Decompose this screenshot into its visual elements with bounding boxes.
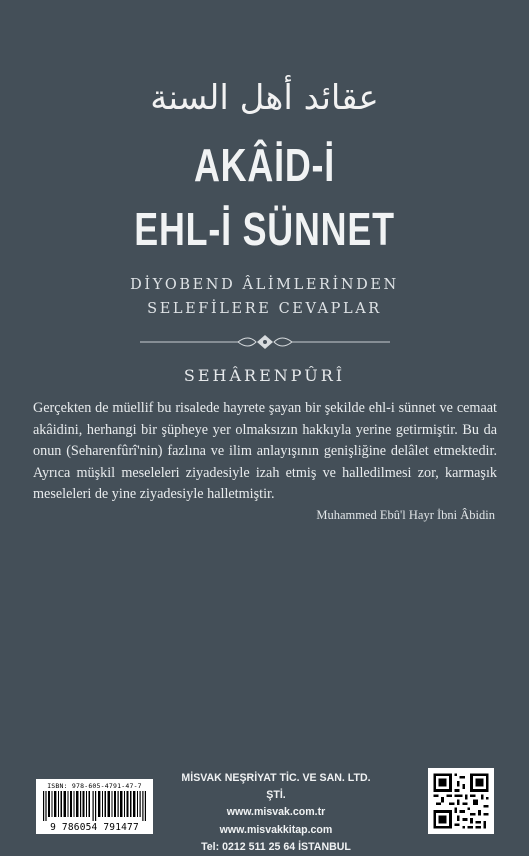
isbn-label: ISBN: 978-605-4791-47-7 bbox=[47, 782, 142, 790]
arabic-calligraphy-title: عقائد أهل السنة bbox=[150, 78, 379, 118]
book-title-line-1: AKÂİD-İ bbox=[193, 139, 335, 191]
book-title-line-2: EHL-İ SÜNNET bbox=[134, 203, 395, 255]
isbn-barcode bbox=[36, 779, 153, 834]
qr-code-icon bbox=[428, 768, 494, 834]
blurb-attribution: Muhammed Ebû'l Hayr İbni Âbidin bbox=[316, 508, 495, 522]
publisher-website-2: www.misvakkitap.com bbox=[219, 823, 333, 836]
publisher-phone: Tel: 0212 511 25 64 İSTANBUL bbox=[201, 840, 351, 853]
barcode-number: 9 786054 791477 bbox=[50, 822, 139, 833]
back-cover-blurb: Gerçekten de müellif bu risalede hayrete şayan bir şekilde ehl-i sünnet ve cemaat akâidini, herhangi bir şüpheye yer olmaksızın hakkıyla yerine getirmiştir. Bu da onun (Seharenfûrî'nin) fazlına ve ilim anlayışının genişliğine delâlet etmektedir. Ayrıca müşkil meseleleri ziyadesiyle izah etmiş ve halledilmesi zor, karmaşık meseleleri de yine ziyadesiyle halletmiştir. bbox=[33, 400, 497, 503]
publisher-info bbox=[176, 770, 376, 856]
author-name: SEHÂRENPÛRÎ bbox=[183, 366, 346, 385]
book-subtitle-line-2: SELEFİLERE CEVAPLAR bbox=[147, 301, 382, 317]
barcode-bars-icon bbox=[43, 791, 146, 821]
publisher-website-1: www.misvak.com.tr bbox=[226, 806, 326, 819]
publisher-name: MİSVAK NEŞRİYAT TİC. VE SAN. LTD. ŞTİ. bbox=[181, 772, 371, 802]
ornamental-divider-icon bbox=[140, 332, 390, 352]
book-subtitle-line-1: DİYOBEND ÂLİMLERİNDEN bbox=[130, 277, 399, 293]
